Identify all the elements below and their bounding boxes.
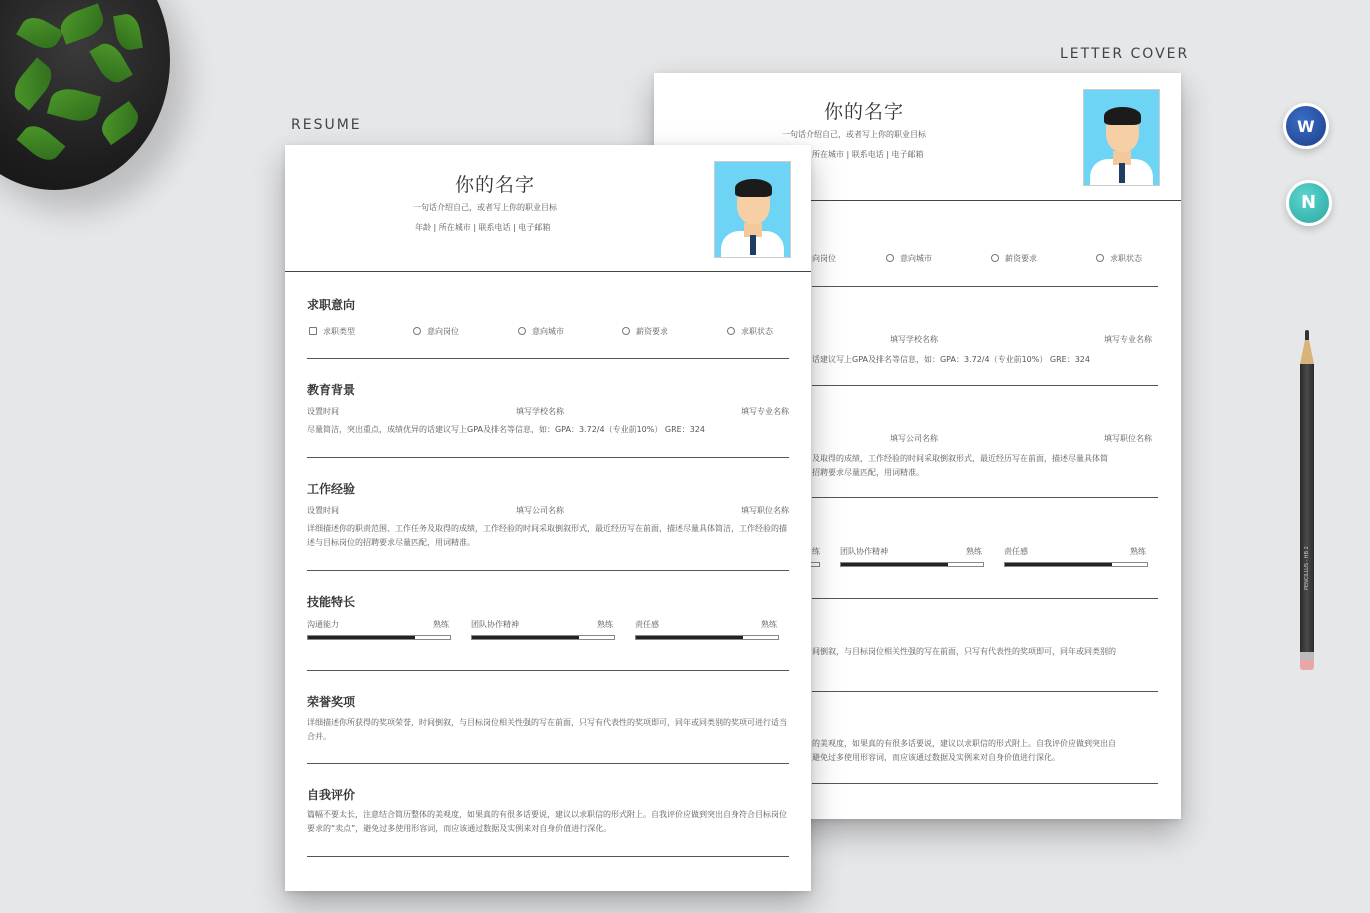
cover-divider <box>812 497 1158 498</box>
self-eval-desc: 篇幅不要太长，注意结合简历整体的美观度，如果真的有很多话要说，建议以求职信的形式附上。自我评价应做到突出自身符合目标岗位要求的“卖点”，避免过多使用形容词，而应该通过数据及实例来对自身价值进行深化。 <box>307 810 787 833</box>
resume-label: RESUME <box>291 117 362 133</box>
cover-divider <box>812 286 1158 287</box>
cover-skill-3-name: 责任感 <box>1004 547 1028 556</box>
money-icon <box>622 327 630 335</box>
cover-edu-desc: 话建议写上GPA及排名等信息，如：GPA：3.72/4（专业前10%） GRE：324 <box>812 355 1090 364</box>
skills-title: 技能特长 <box>307 595 356 609</box>
cover-self-desc-2: 避免过多使用形容词，而应该通过数据及实例来对自身价值进行深化。 <box>812 753 1060 762</box>
skill-1-bar <box>307 635 451 640</box>
word-icon[interactable]: W <box>1283 103 1329 149</box>
intent-item-salary: 薪资要求 <box>622 326 668 337</box>
resume-name: 你的名字 <box>455 174 536 196</box>
cover-intent-2: 意向城市 <box>886 253 932 264</box>
work-desc: 详细描述你的职责范围、工作任务及取得的成绩，工作经验的时间采取倒叙形式，最近经历写在前面，描述尽量具体简洁，工作经验的描述与目标岗位的招聘要求尽量匹配，用词精准。 <box>307 524 787 547</box>
cover-divider <box>812 598 1158 599</box>
resume-header-divider <box>285 271 811 272</box>
skill-2-level: 熟练 <box>597 620 613 629</box>
skill-1-level: 熟练 <box>433 620 449 629</box>
cover-tagline: 一句话介绍自己，或者写上你的职业目标 <box>782 130 926 139</box>
education-title: 教育背景 <box>307 383 356 397</box>
section-divider <box>307 457 789 458</box>
cover-intent-1: 向岗位 <box>812 254 836 263</box>
pages-icon[interactable]: N <box>1286 180 1332 226</box>
work-company: 填写公司名称 <box>516 506 564 515</box>
cover-name: 你的名字 <box>824 101 905 123</box>
cover-photo <box>1083 89 1160 186</box>
education-desc: 尽量简洁，突出重点，成绩优异的话建议写上GPA及排名等信息，如：GPA：3.72/4（专业前10%） GRE：324 <box>307 425 705 434</box>
cover-skill-1-level: 练 <box>812 547 820 556</box>
cover-divider <box>812 691 1158 692</box>
cover-divider <box>812 783 1158 784</box>
clock-icon <box>1096 254 1104 262</box>
honors-title: 荣誉奖项 <box>307 695 356 709</box>
education-time: 设置时间 <box>307 407 339 416</box>
pencil-brand: PENCILLUS · HB 2 <box>1304 546 1310 590</box>
work-time: 设置时间 <box>307 506 339 515</box>
intent-item-city: 意向城市 <box>518 326 564 337</box>
cover-skill-2-name: 团队协作精神 <box>840 547 888 556</box>
pencil-icon <box>1300 330 1314 670</box>
section-divider <box>307 670 789 671</box>
cover-work-desc-1: 及取得的成绩，工作经验的时间采取倒叙形式，最近经历写在前面，描述尽量具体简 <box>812 454 1108 463</box>
skill-1-name: 沟通能力 <box>307 620 339 629</box>
section-divider <box>307 570 789 571</box>
cover-edu-major: 填写专业名称 <box>1104 335 1152 344</box>
intent-title: 求职意向 <box>307 298 356 312</box>
education-school: 填写学校名称 <box>516 407 564 416</box>
self-eval-title: 自我评价 <box>307 788 356 802</box>
skill-2-bar <box>471 635 615 640</box>
cover-intent-4: 求职状态 <box>1096 253 1142 264</box>
cover-skill-2-bar <box>840 562 984 567</box>
section-divider <box>307 358 789 359</box>
cover-intent-3: 薪资要求 <box>991 253 1037 264</box>
intent-item-status: 求职状态 <box>727 326 773 337</box>
cover-work-position: 填写职位名称 <box>1104 434 1152 443</box>
user-icon <box>413 327 421 335</box>
education-major: 填写专业名称 <box>741 407 789 416</box>
cover-edu-school: 填写学校名称 <box>890 335 938 344</box>
work-title: 工作经验 <box>307 482 356 496</box>
section-divider <box>307 856 789 857</box>
skill-3-fill <box>636 636 743 639</box>
cover-work-company: 填写公司名称 <box>890 434 938 443</box>
grid-icon <box>309 327 317 335</box>
skill-2-name: 团队协作精神 <box>471 620 519 629</box>
cover-divider <box>812 385 1158 386</box>
intent-item-type: 求职类型 <box>309 326 355 337</box>
skill-2-fill <box>472 636 579 639</box>
resume-sheet <box>285 145 811 891</box>
cover-skill-3-bar <box>1004 562 1148 567</box>
location-icon <box>886 254 894 262</box>
location-icon <box>518 327 526 335</box>
cover-label: LETTER COVER <box>1060 46 1190 62</box>
skill-3-level: 熟练 <box>761 620 777 629</box>
resume-photo <box>714 161 791 258</box>
honors-desc: 详细描述你所获得的奖项荣誉，时间倒叙，与目标岗位相关性强的写在前面，只写有代表性的奖项即可，同年或同类别的奖项可进行适当合并。 <box>307 718 787 741</box>
cover-self-desc-1: 的美观度，如果真的有很多话要说，建议以求职信的形式附上。自我评价应做到突出自 <box>812 739 1116 748</box>
skill-1-fill <box>308 636 415 639</box>
work-row <box>307 505 789 516</box>
section-divider <box>307 763 789 764</box>
resume-info: 年龄 | 所在城市 | 联系电话 | 电子邮箱 <box>415 223 551 232</box>
cover-skill-3-level: 熟练 <box>1130 547 1146 556</box>
clock-icon <box>727 327 735 335</box>
resume-tagline: 一句话介绍自己，或者写上你的职业目标 <box>413 203 557 212</box>
money-icon <box>991 254 999 262</box>
cover-skill-2-level: 熟练 <box>966 547 982 556</box>
work-position: 填写职位名称 <box>741 506 789 515</box>
skill-3-name: 责任感 <box>635 620 659 629</box>
cover-info: 所在城市 | 联系电话 | 电子邮箱 <box>812 150 924 159</box>
cover-honors-desc: 间倒叙，与目标岗位相关性强的写在前面，只写有代表性的奖项即可，同年或同类别的 <box>812 647 1116 656</box>
cover-work-desc-2: 招聘要求尽量匹配，用词精准。 <box>812 468 924 477</box>
intent-item-position: 意向岗位 <box>413 326 459 337</box>
education-row <box>307 406 789 417</box>
skill-3-bar <box>635 635 779 640</box>
